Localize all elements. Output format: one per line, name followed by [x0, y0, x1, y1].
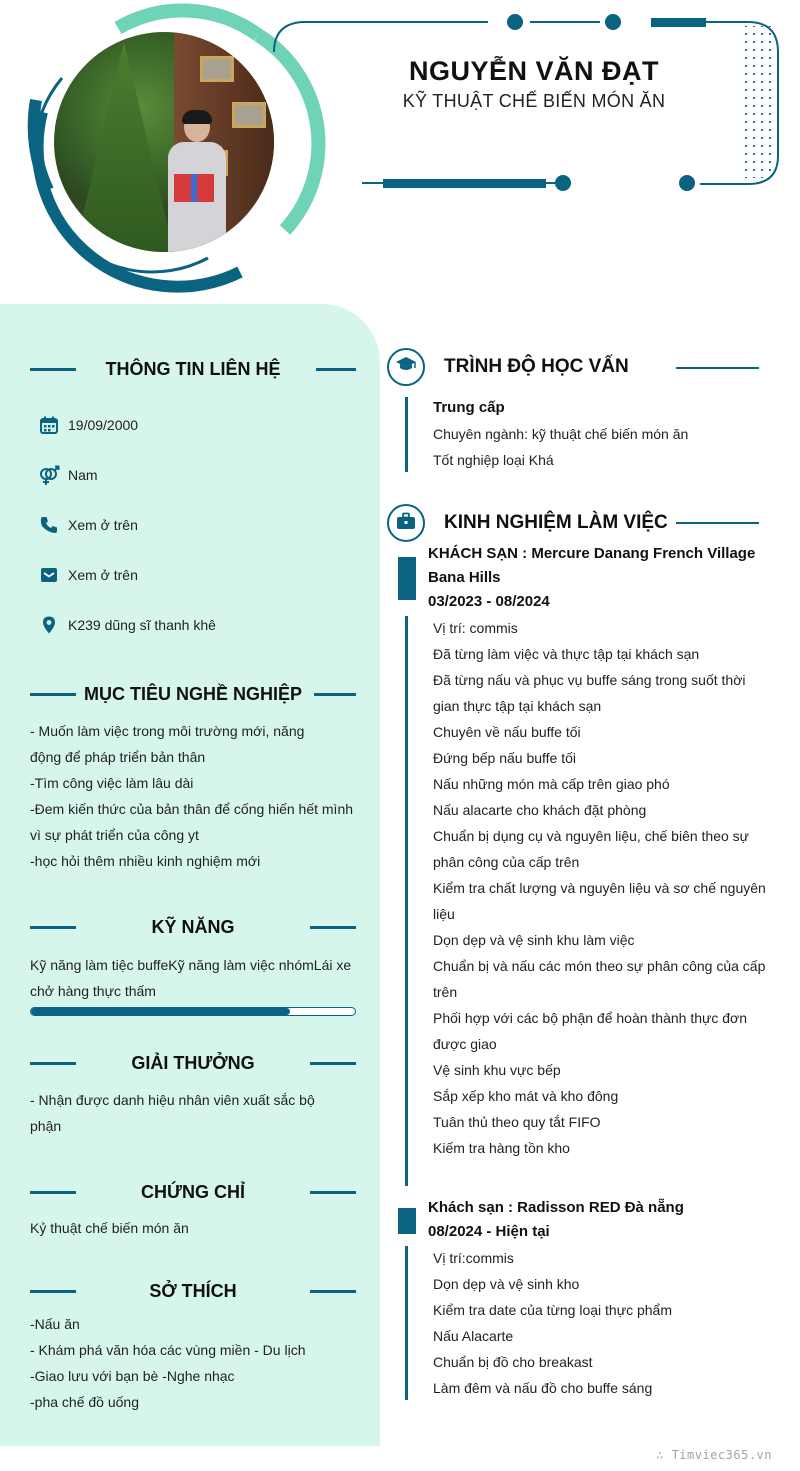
awards-line: phận	[30, 1118, 62, 1134]
section-divider	[310, 1062, 356, 1065]
job-2-line: Dọn dẹp và vệ sinh kho	[433, 1276, 580, 1292]
job-marker	[398, 557, 416, 600]
section-divider	[310, 1290, 356, 1293]
section-divider	[30, 1191, 76, 1194]
skills-line: chở hàng thực thấm	[30, 983, 156, 999]
job-title: KỸ THUẬT CHẾ BIẾN MÓN ĂN	[402, 91, 666, 111]
job-2-line: Nấu Alacarte	[433, 1328, 514, 1344]
awards-text	[30, 1087, 360, 1139]
job-1-line: Vệ sinh khu vực bếp	[433, 1062, 561, 1078]
skills-text	[30, 952, 360, 1004]
education-details	[433, 421, 768, 473]
graduation-cap-icon	[395, 356, 417, 379]
job-1-line: Tuân thủ theo quy tắt FIFO	[433, 1114, 601, 1130]
certificates-title: CHỨNG CHỈ	[141, 1182, 245, 1202]
hobby-line: - Khám phá văn hóa các vùng miền - Du lịch	[30, 1342, 306, 1358]
section-divider	[316, 368, 356, 371]
section-divider	[314, 693, 356, 696]
calendar-icon	[38, 414, 60, 436]
objective-line: -Đem kiến thức của bản thân để cống hiến hết mình	[30, 801, 354, 817]
section-divider	[30, 926, 76, 929]
section-divider	[30, 1062, 76, 1065]
job-2-line: Chuẩn bị đồ cho breakast	[433, 1354, 593, 1370]
mail-icon	[38, 564, 60, 586]
job-2-line: Vị trí:commis	[433, 1250, 514, 1266]
job-1-line: liệu	[433, 906, 455, 922]
certificates-text: Kỷ thuật chế biến món ăn	[30, 1220, 189, 1236]
photo-person	[162, 112, 232, 252]
photo-wall-frame	[232, 102, 266, 128]
job-1-line: Nấu alacarte cho khách đặt phòng	[433, 802, 647, 818]
phone-value: Xem ở trên	[68, 517, 138, 533]
job-1-line: Vị trí: commis	[433, 620, 518, 636]
location-pin-icon	[38, 614, 60, 636]
job-2-line: Kiểm tra date của từng loại thực phẩm	[433, 1302, 672, 1318]
job-1-line: Kiếm tra hàng tồn kho	[433, 1140, 570, 1156]
section-divider	[30, 693, 76, 696]
hobbies-text	[30, 1311, 360, 1415]
section-divider	[310, 926, 356, 929]
hobbies-title: SỞ THÍCH	[149, 1281, 237, 1301]
contact-email-row	[38, 563, 138, 587]
photo-christmas-tree	[74, 42, 174, 252]
skills-line: Kỹ năng làm tiệc buffeKỹ năng làm việc nhómLái xe	[30, 957, 352, 973]
job-1-line: Đứng bếp nấu buffe tối	[433, 750, 577, 766]
experience-icon-circle	[387, 504, 425, 542]
education-grade: Tốt nghiệp loại Khá	[433, 452, 554, 468]
contact-gender-row	[38, 463, 98, 487]
contact-phone-row	[38, 513, 138, 537]
photo-wall-frame	[200, 56, 234, 82]
awards-line: - Nhận được danh hiệu nhân viên xuất sắc bộ	[30, 1092, 315, 1108]
hobby-line: -pha chế đồ uống	[30, 1394, 139, 1410]
objective-text	[30, 718, 360, 874]
phone-icon	[38, 514, 60, 536]
section-divider	[30, 368, 76, 371]
job-1-header	[428, 542, 773, 614]
education-title: TRÌNH ĐỘ HỌC VẤN	[444, 356, 629, 377]
gender-value: Nam	[68, 467, 98, 483]
education-icon-circle	[387, 348, 425, 386]
objective-line: -Tìm công việc làm lâu dài	[30, 775, 194, 791]
job-1-line: Nấu những món mà cấp trên giao phó	[433, 776, 670, 792]
profile-photo	[54, 32, 274, 252]
timeline-line	[405, 616, 408, 1186]
job-1-line: Kiểm tra chất lượng và nguyên liệu và sơ chế nguyên	[433, 880, 766, 896]
objective-line: - Muốn làm việc trong môi trường mới, năng	[30, 723, 305, 739]
timeline-line	[405, 397, 408, 472]
section-divider	[30, 1290, 76, 1293]
experience-title: KINH NGHIỆM LÀM VIỆC	[444, 512, 668, 533]
job-2-company: Khách sạn : Radisson RED Đà nẵng	[428, 1199, 684, 1216]
job-1-line: Chuẩn bị và nấu các món theo sự phân công của cấp	[433, 958, 766, 974]
education-major: Chuyên ngành: kỹ thuật chế biến món ăn	[433, 426, 689, 442]
timeline-line	[405, 1246, 408, 1400]
job-1-line: Phối hợp với các bộ phận để hoàn thành thực đơn	[433, 1010, 748, 1026]
job-1-line: Chuyên về nấu buffe tối	[433, 724, 581, 740]
job-1-details	[433, 615, 768, 1161]
section-divider	[676, 522, 759, 524]
objective-line: động để pháp triển bản thân	[30, 749, 206, 765]
education-level: Trung cấp	[433, 399, 505, 416]
contact-birthday-row	[38, 413, 138, 437]
candidate-name: NGUYỄN VĂN ĐẠT	[408, 56, 659, 86]
job-1-line: Chuẩn bị dụng cụ và nguyên liệu, chế biên theo sự	[433, 828, 750, 844]
hobby-line: -Giao lưu với bạn bè -Nghe nhạc	[30, 1368, 235, 1384]
job-2-period: 08/2024 - Hiện tại	[428, 1223, 550, 1240]
job-1-line: được giao	[433, 1036, 497, 1052]
gender-icon	[38, 464, 60, 486]
job-1-line: Dọn dẹp và vệ sinh khu làm việc	[433, 932, 635, 948]
objective-title: MỤC TIÊU NGHỀ NGHIỆP	[83, 684, 302, 704]
contact-address-row	[38, 613, 216, 637]
job-1-line: gian thực tập tại khách sạn	[433, 698, 602, 714]
email-value: Xem ở trên	[68, 567, 138, 583]
contact-title: THÔNG TIN LIÊN HỆ	[105, 359, 281, 379]
birthday-value: 19/09/2000	[68, 417, 139, 433]
skills-title: KỸ NĂNG	[151, 917, 235, 937]
skill-level-bar	[30, 1007, 356, 1016]
skill-level-fill	[31, 1008, 290, 1015]
job-1-line: Sắp xếp kho mát và kho đông	[433, 1088, 619, 1104]
job-1-line: trên	[433, 984, 458, 1000]
job-2-details	[433, 1245, 768, 1401]
job-1-company-cont: Bana Hills	[428, 569, 501, 586]
job-1-line: Đã từng làm việc và thực tập tại khách sạn	[433, 646, 700, 662]
watermark: ∴ Timviec365.vn	[656, 1448, 772, 1462]
job-1-company: KHÁCH SẠN : Mercure Danang French Village	[428, 545, 756, 562]
hobby-line: -Nấu ăn	[30, 1316, 80, 1332]
objective-line: vì sự phát triển của công yt	[30, 827, 199, 843]
briefcase-icon	[396, 512, 416, 535]
job-2-line: Làm đêm và nấu đồ cho buffe sáng	[433, 1380, 653, 1396]
job-1-line: phân công của cấp trên	[433, 854, 580, 870]
job-2-header	[428, 1196, 773, 1244]
job-1-line: Đã từng nấu và phục vụ buffe sáng trong suốt thời	[433, 672, 746, 688]
job-marker	[398, 1208, 416, 1234]
job-1-period: 03/2023 - 08/2024	[428, 593, 550, 610]
address-value: K239 dũng sĩ thanh khê	[68, 617, 216, 633]
section-divider	[676, 367, 759, 369]
objective-line: -học hỏi thêm nhiều kinh nghiệm mới	[30, 853, 261, 869]
awards-title: GIẢI THƯỞNG	[131, 1053, 255, 1073]
section-divider	[310, 1191, 356, 1194]
